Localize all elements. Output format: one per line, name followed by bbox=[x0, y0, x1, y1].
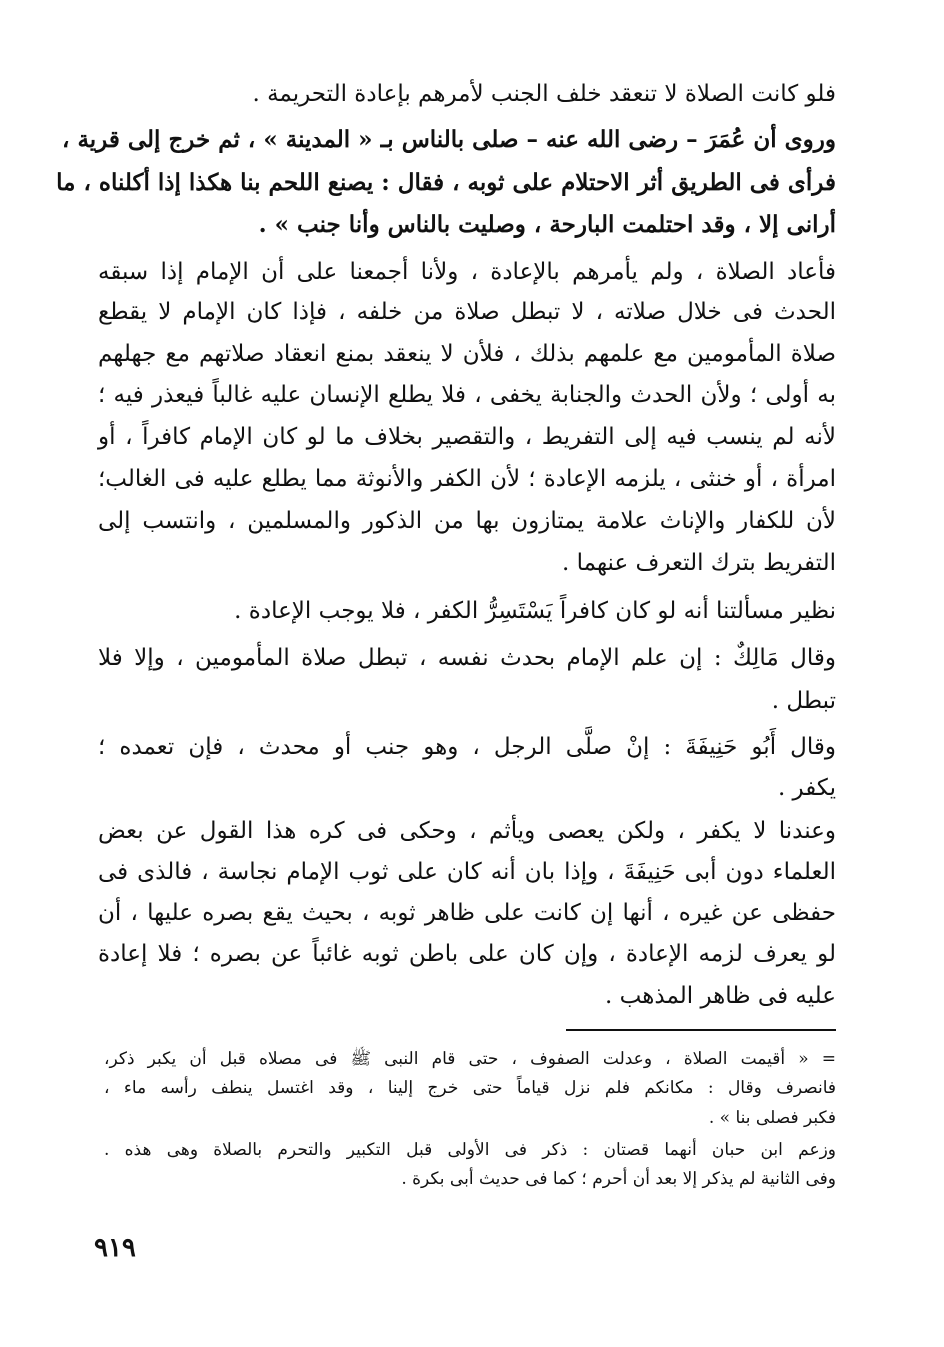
text-line: لأنه لم ينسب فيه إلى التفريط ، والتقصير بخلاف ما لو كان الإمام كافراً ، أو bbox=[98, 424, 836, 450]
footnote-line: فكبر فصلى بنا » . bbox=[708, 1108, 836, 1128]
text-line: حفظى عن غيره ، أنها إن كانت على ظاهر ثوبه ، بحيث يقع بصره عليها ، أن bbox=[98, 900, 836, 926]
text-line: الحدث فى خلال صلاته ، لا تبطل صلاة من خلفه ، فإذا كان الإمام لا يقطع bbox=[98, 299, 836, 325]
footnote-line: فانصرف وقال : مكانكم فلم نزل قياماً حتى خرج إلينا ، وقد اغتسل ينطف رأسه ماء ، bbox=[104, 1078, 836, 1098]
text-line: لو يعرف لزمه الإعادة ، وإن كان على باطن ثوبه غائباً عن بصره ؛ فلا إعادة bbox=[98, 941, 836, 967]
text-line: وقال أَبُو حَنِيفَةَ : إنْ صلَّى الرجل ، وهو جنب أو محدث ، فإن تعمده ؛ bbox=[98, 734, 836, 760]
page-number: ٩١٩ bbox=[94, 1233, 136, 1263]
footnote-line: = « أقيمت الصلاة ، وعدلت الصفوف ، حتى قام النبى ﷺ فى مصلاه قبل أن يكبر ذكر، bbox=[104, 1049, 836, 1069]
text-line: امرأة ، أو خنثى ، يلزمه الإعادة ؛ لأن الكفر والأنوثة مما يطلع عليه فى الغالب؛ bbox=[98, 466, 836, 492]
footnote-line: وزعم ابن حبان أنهما قصتان : ذكر فى الأولى قبل التكبير والتحرم بالصلاة وهى هذه . bbox=[104, 1140, 837, 1160]
text-line: فرأى فى الطريق أثر الاحتلام على ثوبه ، فقال : يصنع اللحم بنا هكذا إذا أكلناه ، ما bbox=[56, 169, 836, 196]
text-line: العلماء دون أبى حَنِيفَةَ ، وإذا بان أنه كان على ثوب الإمام نجاسة ، فالذى فى bbox=[98, 859, 836, 885]
text-line: نظير مسألتنا أنه لو كان كافراً يَسْتَسِرُّ الكفر ، فلا يوجب الإعادة . bbox=[234, 598, 836, 624]
text-line: التفريط بترك التعرف عنهما . bbox=[562, 550, 836, 576]
text-line: تبطل . bbox=[771, 688, 836, 714]
text-line: فلو كانت الصلاة لا تنعقد خلف الجنب لأمرهم بإعادة التحريمة . bbox=[252, 81, 836, 107]
footnote-separator bbox=[566, 1029, 836, 1031]
text-line: لأن للكفار والإناث علامة يمتازون بها من الذكور والمسلمين ، وانتسب إلى bbox=[98, 508, 836, 534]
text-line: صلاة المأمومين مع علمهم بذلك ، فلأن لا ينعقد بمنع انعقاد صلاتهم مع جهلهم bbox=[98, 341, 836, 367]
text-line: يكفر . bbox=[777, 775, 836, 801]
text-line: فأعاد الصلاة ، ولم يأمرهم بالإعادة ، ولأنا أجمعنا على أن الإمام إذا سبقه bbox=[98, 259, 836, 285]
text-line: وروى أن عُمَرَ – رضى الله عنه – صلى بالناس بـ « المدينة » ، ثم خرج إلى قرية ، bbox=[62, 126, 836, 153]
text-line: وقال مَالِكٌ : إن علم الإمام بحدث نفسه ، تبطل صلاة المأمومين ، وإلا فلا bbox=[98, 645, 836, 671]
text-line: وعندنا لا يكفر ، ولكن يعصى ويأثم ، وحكى فى كره هذا القول عن بعض bbox=[98, 818, 836, 844]
text-line: عليه فى ظاهر المذهب . bbox=[605, 983, 836, 1009]
text-line: به أولى ؛ ولأن الحدث والجنابة يخفى ، فلا يطلع الإنسان عليه غالباً فيعذر فيه ؛ bbox=[98, 382, 836, 408]
text-line: أرانى إلا ، وقد احتلمت البارحة ، وصليت بالناس وأنا جنب » . bbox=[258, 211, 836, 238]
footnote-line: وفى الثانية لم يذكر إلا بعد أن أحرم ؛ كما فى حديث أبى بكرة . bbox=[401, 1169, 836, 1189]
